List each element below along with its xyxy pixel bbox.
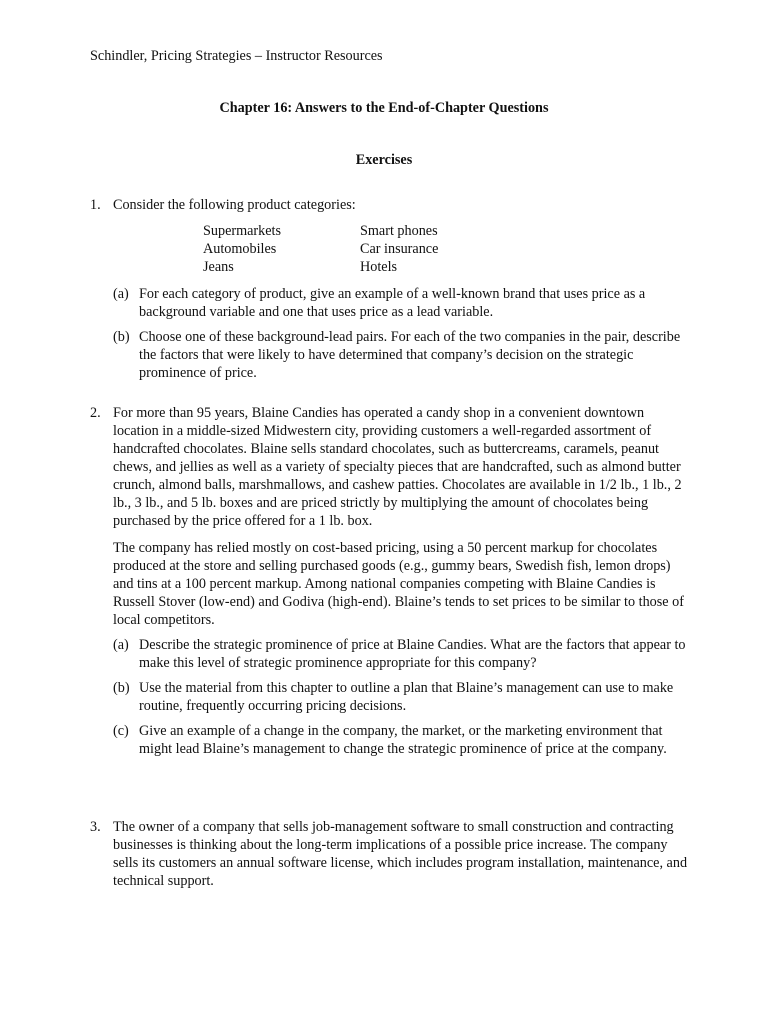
subquestion	[113, 636, 690, 672]
subquestion-text: Give an example of a change in the company, the market, or the marketing environment that might lead Blaine’s management to change the strategic prominence of price at the company.	[139, 723, 667, 757]
subquestion-label: (c)	[113, 723, 129, 739]
subquestion	[113, 328, 690, 382]
category-item: Car insurance	[360, 241, 439, 257]
question-number: 3.	[90, 819, 101, 835]
question-1	[90, 196, 690, 382]
category-list	[113, 222, 690, 276]
subquestion-label: (a)	[113, 637, 129, 653]
section-title: Exercises	[355, 152, 413, 168]
subquestion-text: Describe the strategic prominence of price at Blaine Candies. What are the factors that appear to make this level of strategic prominence appropriate for this company?	[139, 637, 686, 671]
question-paragraph: For more than 95 years, Blaine Candies has operated a candy shop in a convenient downtown location in a middle-sized Midwestern city, providing customers a well-regarded assortment of handcrafted chocolates. Blaine sells standard chocolates, such as buttercreams, caramels, peanut chews, and jellies as well as a variety of specialty pieces that are handcrafted, such as almond butter crunch, almond balls, marshmallows, and cashew patties. Chocolates are available in 1/2 lb., 1 lb., 2 lb., 3 lb., and 5 lb. boxes and are priced strictly by multiplying the amount of chocolates being purchased by the price offered for a 1 lb. box.	[113, 405, 682, 529]
question-paragraph: The company has relied mostly on cost-based pricing, using a 50 percent markup for chocolates produced at the store and selling purchased goods (e.g., gummy bears, Swedish fish, lemon drops) and tins at a 100 percent markup. Among national companies competing with Blaine Candies is Russell Stover (low-end) and Godiva (high-end). Blaine’s tends to set prices to be similar to those of local competitors.	[113, 540, 684, 628]
subquestion-label: (a)	[113, 286, 129, 302]
question-number: 2.	[90, 405, 101, 421]
chapter-title: Chapter 16: Answers to the End-of-Chapter Questions	[219, 100, 549, 116]
question-intro: Consider the following product categories:	[113, 197, 356, 213]
category-item: Hotels	[360, 259, 398, 275]
subquestion	[113, 722, 690, 758]
question-2	[90, 404, 690, 758]
category-item: Jeans	[203, 259, 234, 275]
category-item: Supermarkets	[203, 223, 282, 239]
subquestion-text: Use the material from this chapter to outline a plan that Blaine’s management can use to make routine, frequently occurring pricing decisions.	[139, 680, 674, 714]
category-item: Automobiles	[203, 241, 277, 257]
subquestion-text: Choose one of these background-lead pairs. For each of the two companies in the pair, describe the factors that were likely to have determined that company’s decision on the strategic prominence of price.	[139, 329, 681, 381]
question-paragraph: The owner of a company that sells job-management software to small construction and contracting businesses is thinking about the long-term implications of a possible price increase. The company sells its customers an annual software license, which includes program installation, maintenance, and technical support.	[113, 819, 688, 889]
question-3	[90, 818, 690, 890]
question-number: 1.	[90, 197, 101, 213]
running-header: Schindler, Pricing Strategies – Instructor Resources	[90, 48, 383, 64]
subquestion	[113, 679, 690, 715]
subquestion-label: (b)	[113, 680, 130, 696]
subquestion-label: (b)	[113, 329, 130, 345]
category-item: Smart phones	[360, 223, 438, 239]
subquestion-text: For each category of product, give an example of a well-known brand that uses price as a background variable and one that uses price as a lead variable.	[139, 286, 646, 320]
subquestion	[113, 285, 690, 321]
